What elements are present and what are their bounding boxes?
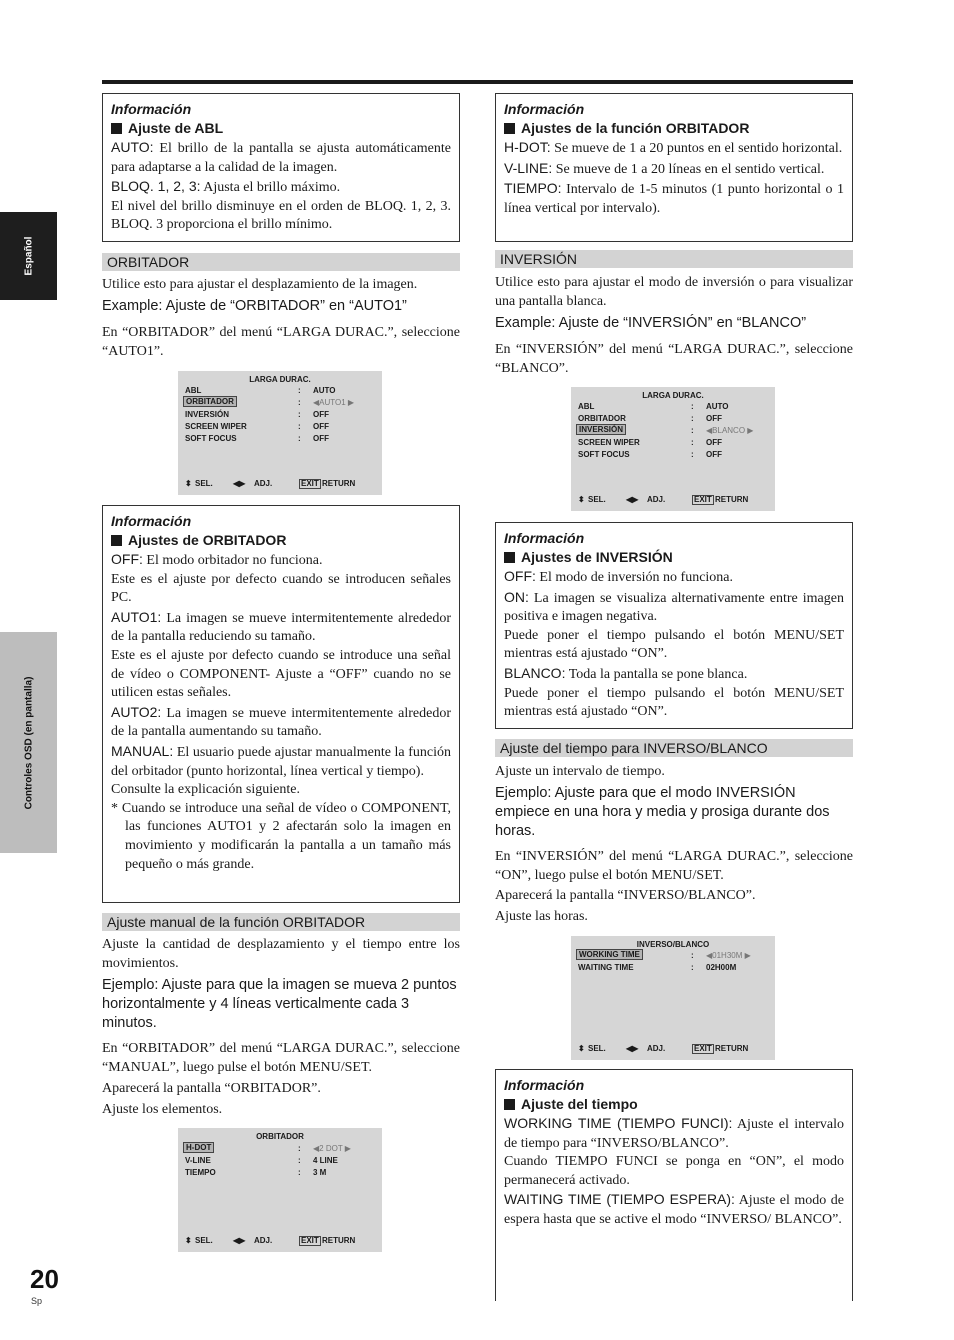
osd-row: ORBITADOR : OFF: [578, 414, 722, 423]
info-text: MANUAL: El usuario puede ajustar manualmente la función del orbitador (punto horizontal, línea vertical y tiempo).: [111, 742, 451, 779]
example-text: Example: Ajuste de “INVERSIÓN” en “BLANCO”: [495, 315, 807, 331]
info-text: H-DOT: Se mueve de 1 a 20 puntos en el sentido horizontal.: [504, 139, 843, 156]
info-text: OFF: El modo de inversión no funciona.: [504, 568, 734, 585]
example-text: Ejemplo: Ajuste para que la imagen se mueva 2 puntos horizontalmente y 4 líneas verticalmente cada 3 minutos.: [102, 977, 457, 1031]
square-bullet-icon: [111, 123, 122, 134]
osd-title: LARGA DURAC.: [642, 391, 704, 400]
osd-footer: ⬍ SEL. ◀▶ ADJ. EXIT RETURN: [578, 495, 749, 504]
section-header-tiempo: Ajuste del tiempo para INVERSO/BLANCO: [495, 739, 853, 757]
info-subheading: Ajustes de INVERSIÓN: [504, 547, 844, 567]
paragraph: En “INVERSIÓN” del menú “LARGA DURAC.”, seleccione “ON”, luego pulse el botón MENU/SET.: [495, 849, 853, 883]
page-lang-code: Sp: [31, 1296, 43, 1306]
info-text: Puede poner el tiempo pulsando el botón MENU/SET mientras está ajustado “ON”.: [504, 685, 844, 720]
up-down-arrow-icon: ⬍: [578, 495, 585, 504]
square-bullet-icon: [504, 552, 515, 563]
osd-row: V-LINE : 4 LINE: [185, 1156, 338, 1165]
left-right-arrow-icon: ◀▶: [233, 479, 246, 488]
info-text: Cuando TIEMPO FUNCI se ponga en “ON”, el modo permanecerá activado.: [504, 1154, 844, 1188]
info-text: BLOQ. 1, 2, 3: Ajusta el brillo máximo.: [111, 178, 341, 196]
info-heading: Información: [504, 101, 585, 117]
osd-title: ORBITADOR: [256, 1132, 304, 1141]
info-text: AUTO2: La imagen se mueve intermitentemente alrededor de la pantalla aumentando su tamaño.: [111, 703, 451, 740]
section-header-manual: Ajuste manual de la función ORBITADOR: [102, 913, 460, 931]
paragraph: Ajuste los elementos.: [102, 1102, 223, 1117]
info-heading: Información: [504, 1077, 585, 1093]
paragraph: Ajuste las horas.: [495, 909, 588, 924]
paragraph: En “ORBITADOR” del menú “LARGA DURAC.”, seleccione “MANUAL”, luego pulse el botón MENU/SET.: [102, 1041, 460, 1075]
top-rule: [102, 80, 853, 84]
osd-row-selected: INVERSIÓN : ◀BLANCO ▶: [578, 425, 758, 436]
osd-title: INVERSO/BLANCO: [636, 940, 710, 949]
osd-row: SOFT FOCUS : OFF: [578, 450, 722, 459]
info-text: Este es el ajuste por defecto cuando se introduce una señal de vídeo o COMPONENT- Ajuste a “OFF” cuando no se utilicen estas señales.: [111, 647, 451, 701]
info-subheading: Ajustes de ORBITADOR: [111, 530, 451, 550]
info-subheading: Ajuste de ABL: [111, 118, 451, 138]
osd-menu-larga-durac: [178, 371, 382, 495]
left-right-arrow-icon: ◀▶: [626, 495, 639, 504]
osd-row: INVERSIÓN : OFF: [185, 410, 329, 419]
info-text: WORKING TIME (TIEMPO FUNCI): Ajuste el intervalo de tiempo para “INVERSO/BLANCO”.: [504, 1115, 844, 1151]
info-text: El nivel del brillo disminuye en el orden de BLOQ. 1, 2, 3. BLOQ. 3 proporciona el brillo mínimo.: [111, 198, 451, 233]
osd-row: ABL : AUTO: [185, 386, 336, 395]
osd-row: WAITING TIME : 02H00M: [578, 963, 737, 972]
osd-row-selected: ORBITADOR : ◀AUTO1 ▶: [185, 397, 365, 408]
osd-footer: ⬍ SEL. ◀▶ ADJ. EXIT RETURN: [185, 479, 356, 488]
info-heading: Información: [111, 513, 192, 529]
paragraph: Aparecerá la pantalla “INVERSO/BLANCO”.: [495, 888, 756, 903]
osd-footer: ⬍ SEL. ◀▶ ADJ. EXIT RETURN: [578, 1044, 749, 1053]
sidebar-language-label: Español: [23, 236, 34, 276]
info-text: TIEMPO: Intervalo de 1-5 minutos (1 punto horizontal o 1 línea vertical por intervalo).: [504, 180, 844, 216]
info-box-inversion: [495, 522, 853, 729]
paragraph: Utilice esto para ajustar el modo de inversión o para visualizar una pantalla blanca.: [495, 275, 853, 309]
osd-row: ABL : AUTO: [578, 402, 729, 411]
square-bullet-icon: [111, 535, 122, 546]
info-text: Este es el ajuste por defecto cuando se introducen señales PC.: [111, 571, 451, 606]
example-text: Example: Ajuste de “ORBITADOR” en “AUTO1”: [102, 298, 407, 314]
osd-row: SCREEN WIPER : OFF: [185, 422, 329, 431]
info-text: Puede poner el tiempo pulsando el botón MENU/SET mientras está ajustado “ON”.: [504, 627, 844, 662]
osd-row-selected: WORKING TIME : ◀01H30M ▶: [578, 950, 758, 961]
info-text: Consulte la explicación siguiente.: [111, 782, 300, 798]
info-box-orbitador-function: [495, 93, 853, 242]
info-text: AUTO: El brillo de la pantalla se ajusta automáticamente para adaptarse a la calidad de la imagen.: [111, 139, 451, 175]
up-down-arrow-icon: ⬍: [578, 1044, 585, 1053]
osd-menu-orbitador: [178, 1128, 382, 1252]
paragraph: Aparecerá la pantalla “ORBITADOR”.: [102, 1081, 321, 1096]
square-bullet-icon: [504, 123, 515, 134]
info-box-tiempo: [495, 1069, 853, 1301]
sidebar-language-tab: [0, 212, 57, 300]
info-subheading: Ajustes de la función ORBITADOR: [504, 118, 844, 138]
example-text: Ejemplo: Ajuste para que el modo INVERSIÓN empiece en una hora y media y prosiga durante dos horas.: [495, 785, 830, 839]
section-header-orbitador: ORBITADOR: [102, 253, 460, 271]
osd-footer: ⬍ SEL. ◀▶ ADJ. EXIT RETURN: [185, 1236, 356, 1245]
osd-title: LARGA DURAC.: [249, 375, 311, 384]
section-header-inversion: INVERSIÓN: [495, 250, 853, 268]
left-right-arrow-icon: ◀▶: [233, 1236, 246, 1245]
osd-row-selected: H-DOT : ◀2 DOT ▶: [185, 1143, 365, 1154]
info-subheading: Ajuste del tiempo: [504, 1094, 844, 1114]
info-box-orbitador: [102, 505, 460, 903]
info-text: WAITING TIME (TIEMPO ESPERA): Ajuste el modo de espera hasta que se active el modo “INVERSO/ BLANCO”.: [504, 1191, 844, 1227]
info-box-abl: [102, 93, 460, 242]
paragraph: Ajuste la cantidad de desplazamiento y el tiempo entre los movimientos.: [102, 937, 460, 971]
paragraph: En “ORBITADOR” del menú “LARGA DURAC.”, seleccione “AUTO1”.: [102, 325, 460, 359]
paragraph: Utilice esto para ajustar el desplazamiento de la imagen.: [102, 277, 418, 292]
info-heading: Información: [111, 101, 192, 117]
info-text: V-LINE: Se mueve de 1 a 20 líneas en el sentido vertical.: [504, 159, 825, 177]
info-text: OFF: El modo orbitador no funciona.: [111, 551, 323, 568]
info-text: ON: La imagen se visualiza alternativamente entre imagen positiva e imagen negativa.: [504, 588, 844, 625]
up-down-arrow-icon: ⬍: [185, 1236, 192, 1245]
osd-row: SOFT FOCUS : OFF: [185, 434, 329, 443]
info-text: AUTO1: La imagen se mueve intermitentemente alrededor de la pantalla reduciendo su tamaño.: [111, 608, 451, 645]
left-right-arrow-icon: ◀▶: [626, 1044, 639, 1053]
up-down-arrow-icon: ⬍: [185, 479, 192, 488]
info-note: * Cuando se introduce una señal de vídeo o COMPONENT, las funciones AUTO1 y 2 afectarán solo la imagen en movimiento y modificarán la pantalla a un tamaño más pequeño o más grande.: [111, 800, 451, 872]
sidebar-section-label: Controles OSD (en pantalla): [23, 676, 34, 809]
sidebar-section-tab: [0, 632, 57, 853]
osd-row: SCREEN WIPER : OFF: [578, 438, 722, 447]
page-number: 20: [30, 1264, 59, 1294]
osd-menu-larga-durac: [571, 387, 775, 511]
osd-row: TIEMPO : 3 M: [185, 1168, 327, 1177]
paragraph: Ajuste un intervalo de tiempo.: [495, 764, 665, 779]
osd-menu-inverso-blanco: [571, 936, 775, 1060]
square-bullet-icon: [504, 1099, 515, 1110]
info-text: BLANCO: Toda la pantalla se pone blanca.: [504, 664, 748, 682]
paragraph: En “INVERSIÓN” del menú “LARGA DURAC.”, seleccione “BLANCO”.: [495, 342, 853, 376]
info-heading: Información: [504, 530, 585, 546]
